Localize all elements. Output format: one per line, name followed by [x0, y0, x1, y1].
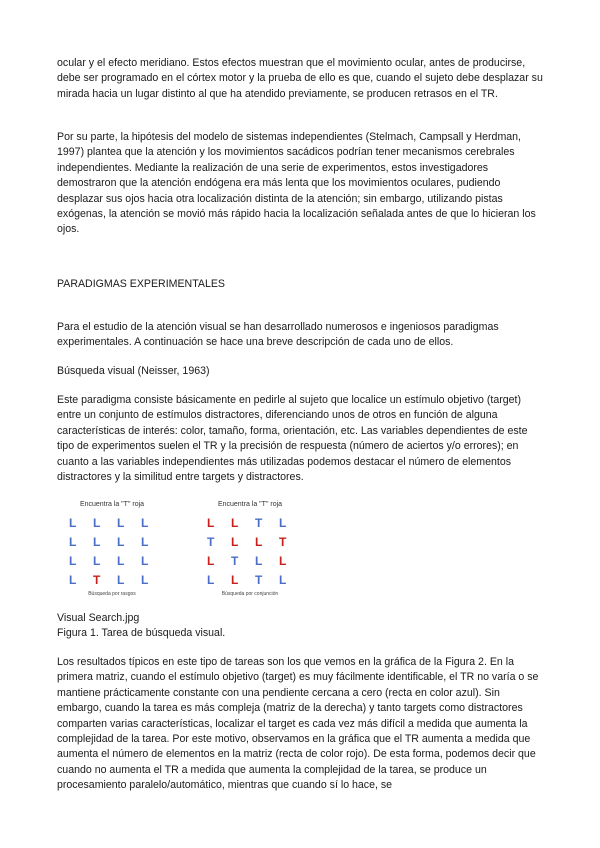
search-letter: L: [117, 535, 125, 549]
search-letter: L: [69, 516, 77, 530]
section-heading: PARADIGMAS EXPERIMENTALES: [57, 278, 225, 290]
search-letter: L: [93, 535, 101, 549]
paragraph-paradigms-intro: Para el estudio de la atención visual se han desarrollado numerosos e ingeniosos paradigmas experimentales. A continuación se hace una breve descripción de cada uno de ellos.: [57, 321, 499, 349]
search-letter: L: [117, 554, 125, 568]
conjunction-search-title: Encuentra la "T" roja: [217, 501, 283, 508]
search-letter: T: [255, 516, 263, 530]
search-letter: L: [117, 516, 125, 530]
search-letter: T: [207, 535, 215, 549]
conjunction-search-panel: [195, 500, 305, 597]
search-letter: L: [141, 554, 149, 568]
conjunction-search-caption: Búsqueda por conjunción: [221, 591, 279, 597]
search-letter: L: [141, 573, 149, 587]
paragraph-independent-systems: Por su parte, la hipótesis del modelo de sistemas independientes (Stelmach, Campsall y Herdman, 1997) plantea que la atención y los movimientos sacádicos podrían tener mecanismos cerebrales independientes. Mediante la realización de una serie de experimentos, estos investigadores demostraron que la atención endógena era más lenta que los movimientos oculares, pudiendo desplazar sus ojos hacia otra localización distinta de la atención; sin embargo, utilizando pistas exógenas, la atención se movió más rápido hacia la localización señalada antes de que lo hicieran los ojos.: [57, 131, 536, 236]
feature-search-grid: [69, 514, 167, 590]
search-letter: L: [93, 554, 101, 568]
search-letter: L: [69, 535, 77, 549]
feature-search-title: Encuentra la "T" roja: [79, 501, 145, 508]
paragraph-results: Los resultados típicos en este tipo de tareas son los que vemos en la gráfica de la Figura 2. En la primera matriz, cuando el estímulo objetivo (target) es muy fácilmente identificable, el TR no varía o se mantiene prácticamente constante con una pendiente cercana a cero (recta en color azul). Sin embargo, cuando la tarea es más compleja (matriz de la derecha) y tanto targets como distractores comparten varias características, localizar el target es cada vez más difícil a medida que aumenta la complejidad de la tarea. Por este motivo, observamos en la gráfica que el TR aumenta a medida que aumenta el número de elementos en la matriz (recta de color rojo). De esta forma, podemos decir que cuando no aumenta el TR a medida que aumenta la complejidad de la tarea, se produce un procesamiento paralelo/automático, mientras que cuando sí lo hace, se: [57, 656, 539, 792]
search-letter: L: [93, 516, 101, 530]
search-letter: L: [117, 573, 125, 587]
search-letter: T: [93, 573, 101, 587]
search-letter: L: [279, 516, 287, 530]
search-letter: L: [231, 573, 239, 587]
search-letter: L: [231, 516, 239, 530]
figure-caption: Figura 1. Tarea de búsqueda visual.: [57, 627, 226, 639]
search-letter: L: [255, 535, 263, 549]
paragraph-visual-search: Este paradigma consiste básicamente en pedirle al sujeto que localice un estímulo objetivo (target) entre un conjunto de estímulos distractores, diferenciando unos de otros en función de alguna características de interés: color, tamaño, forma, orientación, etc. Las variables dependientes de este tipo de experimentos suelen el TR y la precisión de respuesta (número de aciertos y/o errores); en cuanto a las variables independientes más utilizadas podemos destacar el número de elementos distractores y la similitud entre targets y distractores.: [57, 394, 528, 484]
search-letter: L: [69, 554, 77, 568]
paragraph-eye-movement: ocular y el efecto meridiano. Estos efectos muestran que el movimiento ocular, antes de producirse, debe ser programado en el córtex motor y la prueba de ello es que, cuando el sujeto debe desplazar su mirada hacia un lugar distinto al que ha atendido previamente, se producen retrasos en el TR.: [57, 57, 543, 100]
figure-file-name: Visual Search.jpg: [57, 612, 140, 624]
subsection-heading: Búsqueda visual (Neisser, 1963): [57, 365, 210, 377]
search-letter: T: [279, 535, 287, 549]
search-letter: L: [255, 554, 263, 568]
search-letter: T: [255, 573, 263, 587]
search-letter: L: [141, 535, 149, 549]
search-letter: L: [279, 554, 287, 568]
search-letter: L: [141, 516, 149, 530]
search-letter: L: [69, 573, 77, 587]
search-letter: L: [207, 516, 215, 530]
search-letter: L: [207, 554, 215, 568]
conjunction-search-grid: [207, 514, 305, 590]
search-letter: L: [207, 573, 215, 587]
search-letter: T: [231, 554, 239, 568]
search-letter: L: [279, 573, 287, 587]
feature-search-caption: Búsqueda por rasgos: [88, 591, 136, 597]
visual-search-figure: [57, 500, 307, 608]
search-letter: L: [231, 535, 239, 549]
feature-search-panel: [57, 500, 167, 597]
